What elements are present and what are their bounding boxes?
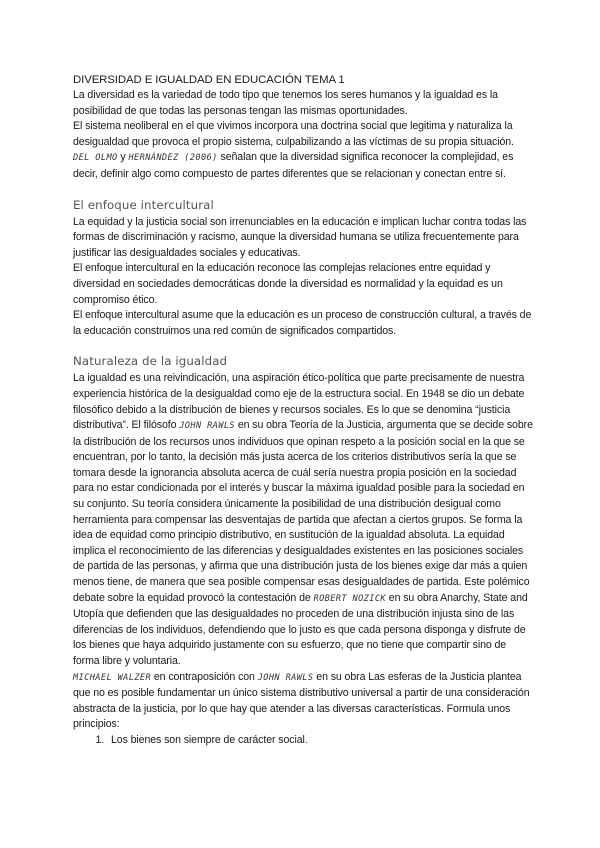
intercultural-paragraph-2: El enfoque intercultural en la educación reconoce las complejas relaciones entre equidad y diversidad en sociedades democráticas donde la diversidad es normalidad y la equidad es un compromiso ético. bbox=[73, 262, 503, 306]
intro-paragraph-3 bbox=[73, 150, 533, 182]
igualdad-paragraph-1-part-a: La igualdad es una reivindicación, una aspiración ético-política que parte precisamente de nuestra experiencia histórica de la desigualdad como eje de la estructura social. En 1948 se dio un debate filosófico debido a la distribución de bienes y recursos sociales. Es lo que se denomina “justicia distributiva”. El filósofo bbox=[73, 372, 525, 432]
document-title: DIVERSIDAD E IGUALDAD EN EDUCACIÓN TEMA 1 bbox=[73, 74, 345, 86]
conjunction: y bbox=[117, 151, 129, 164]
author-rawls: JOHN RAWLS bbox=[179, 421, 235, 432]
author-walzer: MICHAEL WALZER bbox=[73, 672, 152, 683]
intro-paragraph-2: El sistema neoliberal en el que vivimos incorpora una doctrina social que legitima y naturaliza la desigualdad que provoca el propio sistema, culpabilizando a las víctimas de su propia situación. bbox=[73, 120, 514, 148]
intercultural-paragraph-1: La equidad y la justicia social son irrenunciables en la educación e implican luchar contra todas las formas de discriminación y racismo, aunque la diversidad humana se utiliza frecuentemente para justificar las desigualdades sociales y educativas. bbox=[73, 215, 527, 259]
author-hernandez: HERNÁNDEZ (2006) bbox=[128, 153, 218, 164]
igualdad-paragraph-2 bbox=[73, 670, 533, 733]
intro-paragraph-3-text: señalan que la diversidad significa reconocer la complejidad, es decir, definir algo como compuesto de partes diferentes que se relacionan y conectan entre sí. bbox=[73, 151, 514, 180]
igualdad-paragraph-2-part-b: en su obra Las esferas de la Justicia plantea que no es posible fundamentar un único sistema distributivo universal a partir de una consideración abstracta de la justicia, por lo que hay que atender a las diversas características. Formula unos principios: bbox=[73, 670, 530, 731]
author-del-olmo: DEL OLMO bbox=[73, 153, 118, 164]
igualdad-paragraph-1-part-b: en su obra Teoría de la Justicia, argumenta que se decide sobre la distribución de los recursos unos individuos que opinan respeto a la posición social en la que se encuentran, por lo tanto, la decisión más justa acerca de los criterios distributivos sería la que se tomara desde la ignorancia absoluta acerca de cuál sería nuestra propia posición en la sociedad para no estar condicionada por el interés y buscar la máxima igualdad posible para la sociedad en su conjunto. Su teoría considera únicamente la posibilidad de una distribución desigual como herramienta para compensar las desventajas de partida que afectan a ciertos grupos. Se forma la idea de equidad como principio distributivo, en sustitución de la igualdad absoluta. La equidad implica el reconocimiento de las diferencias y desigualdades existentes en las posiciones sociales de partida de las personas, y afirma que una distribución justa de los bienes exige dar más a quien menos tiene, de manera que sea posible compensar esas desigualdades de partida. Este polémico debate sobre la equidad provocó la contestación de bbox=[73, 419, 533, 604]
principles-list bbox=[73, 733, 533, 749]
igualdad-paragraph-1 bbox=[73, 371, 533, 669]
document-page bbox=[73, 72, 533, 749]
list-item: 1. Los bienes son siempre de carácter social. bbox=[107, 733, 533, 749]
intercultural-paragraph-3: El enfoque intercultural asume que la educación es un proceso de construcción cultural, a través de la educación construimos una red común de significados compartidos. bbox=[73, 309, 532, 337]
section-heading-intercultural: El enfoque intercultural bbox=[73, 197, 214, 212]
author-rawls-2: JOHN RAWLS bbox=[257, 672, 314, 683]
section-heading-igualdad: Naturaleza de la igualdad bbox=[73, 354, 228, 369]
igualdad-paragraph-2-part-a: en contraposición con bbox=[151, 670, 258, 683]
intro-paragraph-1: La diversidad es la variedad de todo tipo que tenemos los seres humanos y la igualdad es la posibilidad de que todas las personas tengan las mismas oportunidades. bbox=[73, 89, 498, 117]
author-nozick: ROBERT NOZICK bbox=[313, 593, 386, 604]
igualdad-paragraph-1-part-c: en su obra Anarchy, State and Utopía que defienden que las desigualdades no proceden de una distribución injusta sino de las diferencias de los individuos, defendiendo que lo justo es que cada persona disponga y disfrute de los bienes que haya adquirido justamente con su esfuerzo, que no tiene que compartir sino de forma libre y voluntaria. bbox=[73, 591, 528, 667]
